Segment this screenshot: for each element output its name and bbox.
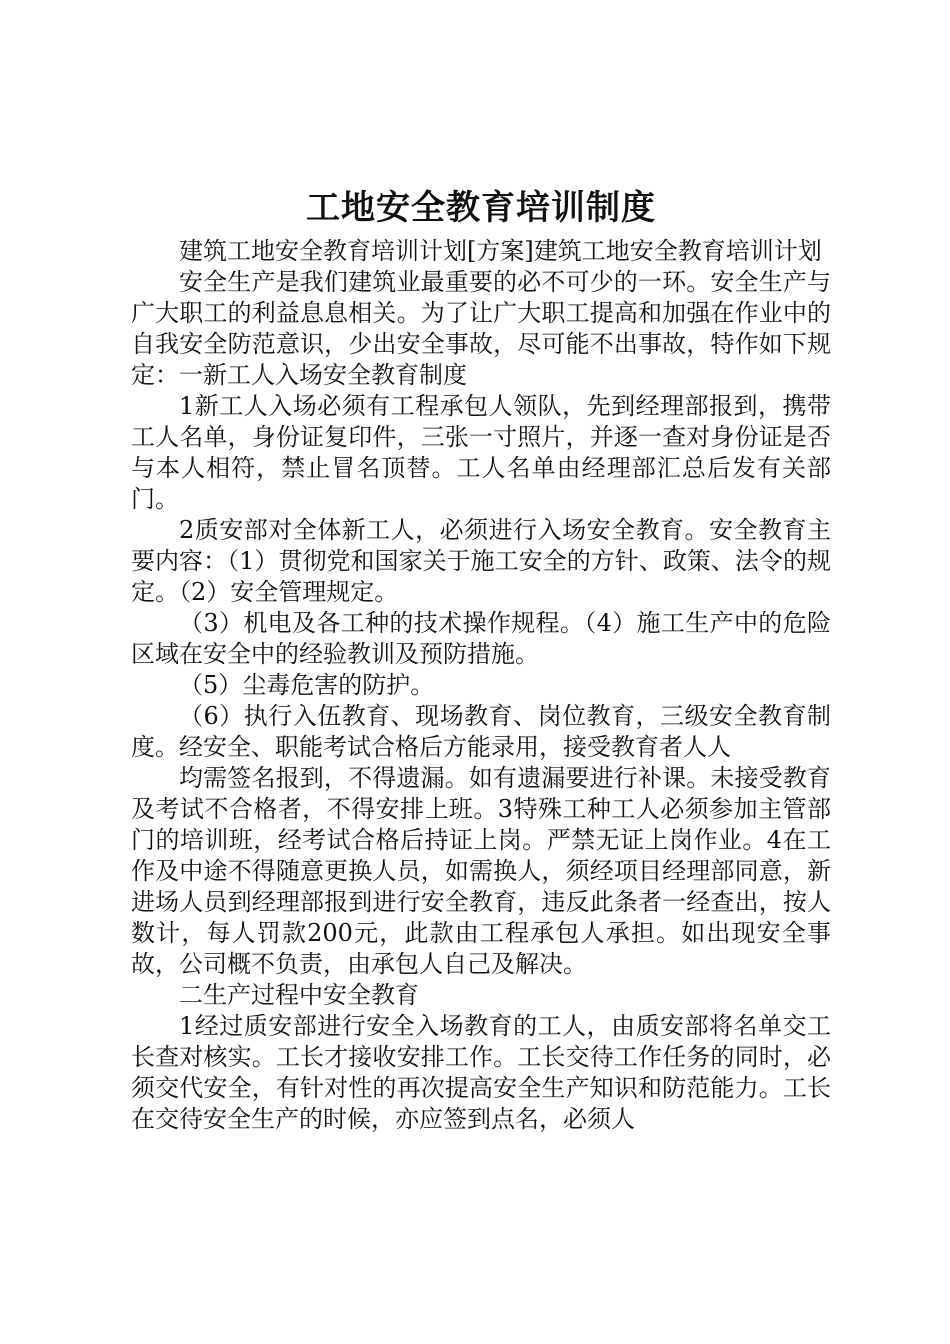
paragraph-new-worker-entry: 1新工人入场必须有工程承包人领队，先到经理部报到，携带工人名单，身份证复印件，三张一寸照片，并逐一查对身份证是否与本人相符，禁止冒名顶替。工人名单由经理部汇总后发有关部门。 [131, 392, 831, 513]
paragraph-entry-education: 2质安部对全体新工人，必须进行入场安全教育。安全教育主要内容：（1）贯彻党和国家关于施工安全的方针、政策、法令的规定。（2）安全管理规定。 [131, 516, 831, 606]
paragraph-safety-importance: 安全生产是我们建筑业最重要的必不可少的一环。安全生产与广大职工的利益息息相关。为了让广大职工提高和加强在作业中的自我安全防范意识，少出安全事故，尽可能不出事故，特作如下规定：一新工人入场安全教育制度 [131, 268, 831, 389]
paragraph-item-3-4: （3）机电及各工种的技术操作规程。（4）施工生产中的危险区域在安全中的经验教训及预防措施。 [131, 609, 831, 668]
document-page [131, 186, 831, 1135]
document-title: 工地安全教育培训制度 [306, 188, 656, 228]
paragraph-foreman-handover: 1经过质安部进行安全入场教育的工人，由质安部将名单交工长查对核实。工长才接收安排工作。工长交待工作任务的同时，必须交代安全，有针对性的再次提高安全生产知识和防范能力。工长在交待安全生产的时候，亦应签到点名，必须人 [131, 1012, 831, 1133]
paragraph-signing-and-penalty: 均需签名报到，不得遗漏。如有遗漏要进行补课。未接受教育及考试不合格者，不得安排上班。3特殊工种工人必须参加主管部门的培训班，经考试合格后持证上岗。严禁无证上岗作业。4在工作及中途不得随意更换人员，如需换人，须经项目经理部同意，新进场人员到经理部报到进行安全教育，违反此条者一经查出，按人数计，每人罚款200元，此款由工程承包人承担。如出现安全事故，公司概不负责，由承包人自己及解决。 [131, 764, 831, 978]
paragraph-item-5: （5）尘毒危害的防护。 [179, 671, 435, 699]
paragraph-intro-plan: 建筑工地安全教育培训计划[方案]建筑工地安全教育培训计划 [179, 237, 822, 265]
paragraph-section-two-heading: 二生产过程中安全教育 [179, 981, 419, 1009]
paragraph-item-6: （6）执行入伍教育、现场教育、岗位教育，三级安全教育制度。经安全、职能考试合格后方能录用，接受教育者人人 [131, 702, 831, 761]
